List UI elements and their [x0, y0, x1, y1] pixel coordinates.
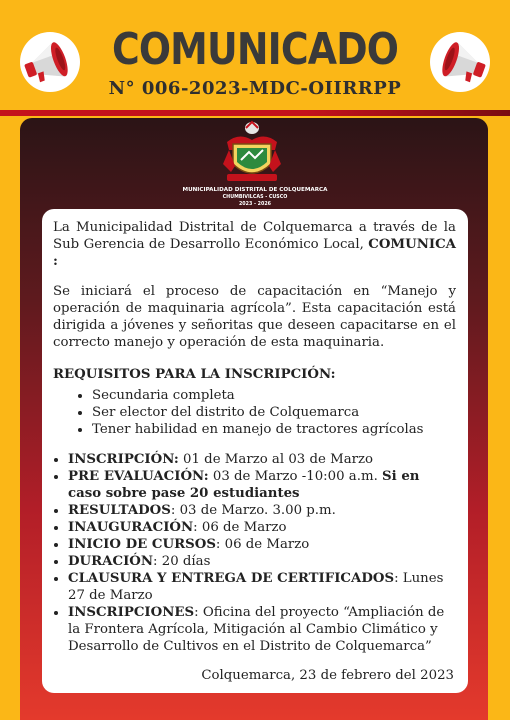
schedule-list	[53, 451, 456, 655]
list-item: • Secundaria completa	[92, 387, 456, 404]
list-item: • INSCRIPCIONES: Oficina del proyecto “Ampliación de la Frontera Agrícola, Mitigación al Cambio Climático y Desarrollo de Cultivos en el Distrito de Colquemarca”	[68, 604, 456, 655]
municipality-name: MUNICIPALIDAD DISTRITAL DE COLQUEMARCA	[182, 187, 328, 193]
list-item: • INICIO DE CURSOS: 06 de Marzo	[68, 536, 456, 553]
municipality-location: CHUMBIVILCAS - CUSCO	[222, 195, 288, 200]
requirements-list	[53, 387, 456, 438]
requirements-title: REQUISITOS PARA LA INSCRIPCIÓN:	[53, 367, 336, 382]
list-item: • DURACIÓN: 20 días	[68, 553, 456, 570]
place-date: Colquemarca, 23 de febrero del 2023	[201, 668, 454, 683]
coat-of-arms-logo	[219, 120, 285, 188]
list-item: • RESULTADOS: 03 de Marzo. 3.00 p.m.	[68, 502, 456, 519]
list-item: • INSCRIPCIÓN: 01 de Marzo al 03 de Marzo	[68, 451, 456, 468]
list-item: • Tener habilidad en manejo de tractores agrícolas	[92, 421, 456, 438]
list-item: • INAUGURACIÓN: 06 de Marzo	[68, 519, 456, 536]
municipality-period: 2023 - 2026	[238, 202, 272, 207]
list-item: • Ser elector del distrito de Colquemarca	[92, 404, 456, 421]
list-item: • PRE EVALUACIÓN: 03 de Marzo -10:00 a.m. Si en caso sobre pase 20 estudiantes	[68, 468, 456, 502]
page-title: COMUNICADO	[111, 24, 399, 75]
announcement-card	[42, 209, 468, 693]
divider-stripe	[0, 110, 510, 116]
intro-paragraph: La Municipalidad Distrital de Colquemarca a través de la Sub Gerencia de Desarrollo Económico Local, COMUNICA :	[53, 220, 456, 269]
description-paragraph: Se iniciará el proceso de capacitación en “Manejo y operación de maquinaria agrícola”. Esta capacitación está dirigida a jóvenes y señoritas que deseen capacitarse en el correcto manejo y operación de esta maquinaria.	[53, 284, 456, 350]
list-item: • CLAUSURA Y ENTREGA DE CERTIFICADOS: Lunes 27 de Marzo	[68, 570, 456, 604]
document-code: N° 006-2023-MDC-OIIRRPP	[108, 78, 402, 99]
